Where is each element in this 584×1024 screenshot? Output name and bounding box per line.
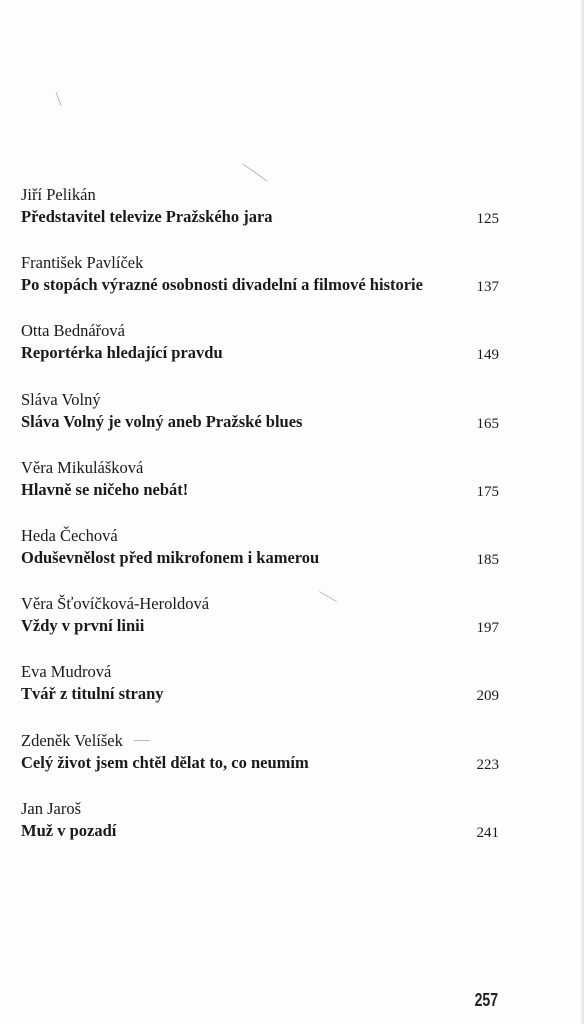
toc-page-number: 223 <box>476 756 499 773</box>
toc-title: Hlavně se ničeho nebát! <box>21 479 189 499</box>
toc-author: Heda Čechová <box>21 525 118 545</box>
table-of-contents <box>21 183 501 865</box>
toc-author: Jiří Pelikán <box>21 185 96 204</box>
toc-author: Věra Mikulášková <box>21 457 144 477</box>
toc-page-number: 197 <box>476 620 499 637</box>
scan-speck <box>242 163 267 181</box>
toc-title: Muž v pozadí <box>21 820 117 840</box>
toc-author: František Pavlíček <box>21 253 144 273</box>
toc-page-number: 241 <box>476 824 499 841</box>
toc-title: Tvář z titulní strany <box>21 684 164 704</box>
toc-entry <box>21 183 501 251</box>
toc-entry <box>21 524 501 592</box>
toc-title: Vždy v první linii <box>21 616 145 636</box>
toc-author: Zdeněk Velíšek <box>21 730 123 750</box>
toc-title: Reportérka hledající pravdu <box>21 343 223 363</box>
toc-author: Sláva Volný <box>21 389 101 409</box>
toc-author: Eva Mudrová <box>21 662 112 682</box>
toc-page-number: 125 <box>476 211 499 227</box>
toc-author: Věra Šťovíčková-Heroldová <box>21 594 210 614</box>
toc-author: Jan Jaroš <box>21 798 82 818</box>
toc-entry <box>21 729 501 797</box>
toc-author: Otta Bednářová <box>21 321 126 341</box>
toc-entry <box>21 660 501 728</box>
toc-entry <box>21 319 501 387</box>
toc-entry <box>21 251 501 319</box>
toc-entry <box>21 592 501 660</box>
toc-entry <box>21 388 501 456</box>
toc-title: Sláva Volný je volný aneb Pražské blues <box>21 411 303 431</box>
toc-page-number: 209 <box>476 688 499 705</box>
toc-entry <box>21 797 501 865</box>
toc-title: Celý život jsem chtěl dělat to, co neumím <box>21 752 309 772</box>
page-folio: 257 <box>474 990 498 1010</box>
toc-page-number: 185 <box>476 551 499 568</box>
toc-title: Představitel televize Pražského jara <box>21 207 273 226</box>
toc-entry <box>21 456 501 524</box>
toc-page-number: 137 <box>476 279 499 296</box>
toc-page-number: 175 <box>476 483 499 500</box>
scan-speck <box>56 92 62 105</box>
toc-page-number: 165 <box>476 415 499 432</box>
toc-title: Oduševnělost před mikrofonem i kamerou <box>21 547 320 567</box>
toc-title: Po stopách výrazné osobnosti divadelní a filmové historie <box>21 275 423 295</box>
toc-page-number: 149 <box>476 347 499 364</box>
